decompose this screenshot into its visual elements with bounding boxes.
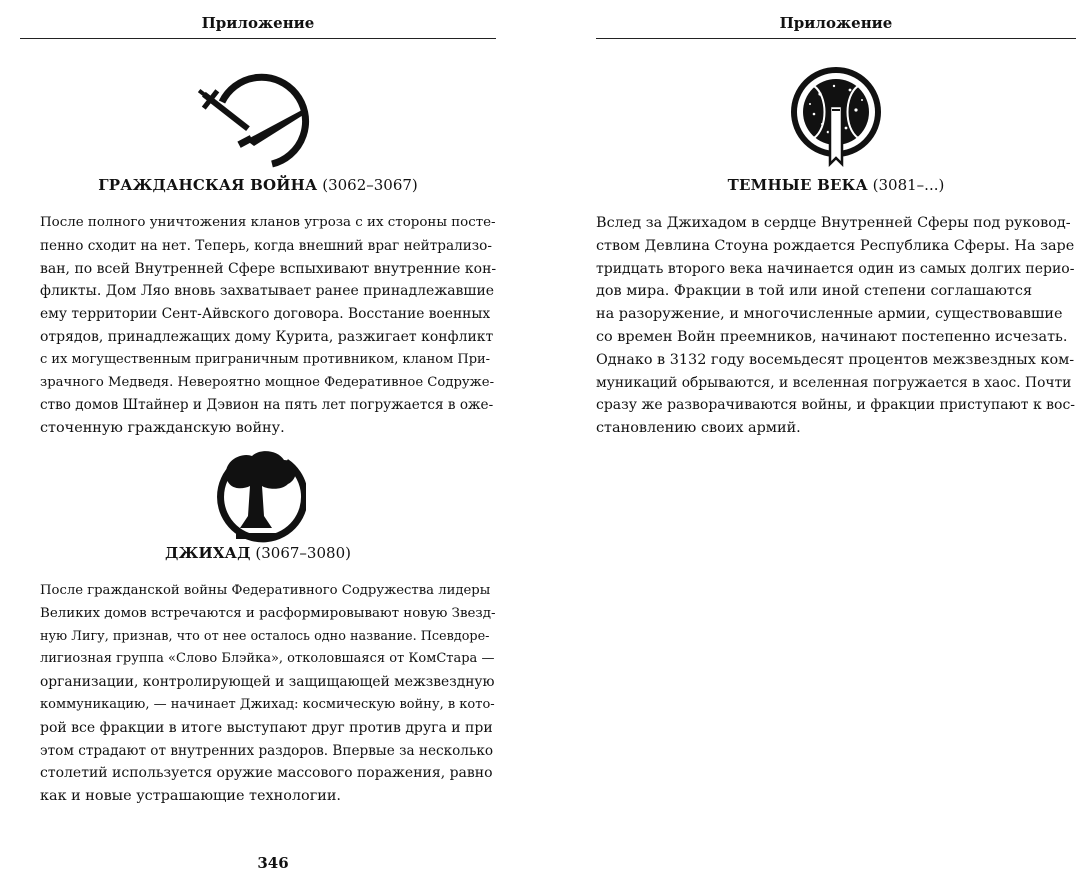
right-page	[546, 0, 1092, 891]
section-dates: (3067–3080)	[255, 544, 351, 562]
text-line: с их могущественным приграничным противником, кланом При-	[40, 351, 491, 367]
section-dates: (3081–...)	[872, 176, 945, 194]
civil-war-emblem-icon	[198, 72, 310, 168]
section-heading-jihad	[20, 544, 496, 562]
text-line: Однако в 3132 году восемьдесят процентов межзвездных ком-	[596, 351, 1075, 368]
section-dates: (3062–3067)	[322, 176, 418, 194]
jihad-paragraph	[40, 580, 496, 808]
section-title: ГРАЖДАНСКАЯ ВОЙНА	[98, 176, 318, 194]
text-line: Великих домов встречаются и расформировывают новую Звезд-	[40, 605, 496, 621]
text-line: муникаций обрываются, и вселенная погружается в хаос. Почти	[596, 374, 1072, 391]
text-line: организации, контролирующей и защищающей межзвездную	[40, 674, 495, 691]
section-title: ТЕМНЫЕ ВЕКА	[727, 176, 868, 194]
section-heading-civil-war	[20, 176, 496, 194]
text-line: ство домов Штайнер и Дэвион на пять лет погружается в оже-	[40, 397, 494, 414]
text-line: ему территории Сент-Айвского договора. Восстание военных	[40, 306, 491, 323]
text-line: После гражданской войны Федеративного Содружества лидеры	[40, 583, 491, 598]
text-line: этом страдают от внутренних раздоров. Впервые за несколько	[40, 742, 494, 759]
dark-age-paragraph	[596, 212, 1076, 440]
text-line: сточенную гражданскую войну.	[40, 420, 285, 437]
text-line: лигиозная группа «Слово Блэйка», отколовшаяся от КомСтара —	[40, 651, 495, 667]
header-rule	[596, 38, 1076, 39]
text-line: столетий используется оружие массового поражения, равно	[40, 765, 493, 782]
running-head: Приложение	[779, 14, 893, 32]
running-head: Приложение	[201, 14, 315, 32]
text-line: рой все фракции в итоге выступают друг против друга и при	[40, 719, 493, 736]
text-line: фликты. Дом Ляо вновь захватывает ранее принадлежавшие	[40, 283, 495, 300]
text-line: зрачного Медведя. Невероятно мощное Федеративное Содруже-	[40, 374, 495, 390]
text-line: со времен Войн преемников, начинают постепенно исчезать.	[596, 328, 1068, 345]
text-line: сразу же разворачиваются войны, и фракции приступают к вос-	[596, 397, 1076, 414]
text-line: ную Лигу, признав, что от нее осталось одно название. Псевдоре-	[40, 628, 490, 644]
text-line: тридцать второго века начинается один из самых долгих перио-	[596, 260, 1075, 277]
text-line: дов мира. Фракции в той или иной степени соглашаются	[596, 283, 1033, 300]
text-line: Вслед за Джихадом в сердце Внутренней Сферы под руковод-	[596, 215, 1071, 231]
civil-war-paragraph	[40, 212, 496, 440]
jihad-emblem-icon	[206, 446, 306, 546]
section-title: ДЖИХАД	[165, 544, 251, 562]
text-line: ван, по всей Внутренней Сфере вспыхивают внутренние кон-	[40, 260, 497, 277]
text-line: коммуникацию, — начинает Джихад: космическую войну, в кото-	[40, 696, 495, 712]
text-line: После полного уничтожения кланов угроза с их стороны посте-	[40, 215, 496, 230]
section-heading-dark-age	[596, 176, 1076, 194]
text-line: пенно сходит на нет. Теперь, когда внешний враг нейтрализо-	[40, 237, 492, 254]
header-rule	[20, 38, 496, 39]
text-line: ством Девлина Стоуна рождается Республика Сферы. На заре	[596, 237, 1075, 254]
text-line: отрядов, принадлежащих дому Курита, разжигает конфликт	[40, 328, 494, 345]
dark-age-emblem-icon	[784, 66, 888, 170]
text-line: на разоружение, и многочисленные армии, существовавшие	[596, 306, 1063, 323]
page-number: 346	[257, 854, 289, 872]
text-line: как и новые устрашающие технологии.	[40, 788, 341, 805]
text-line: становлению своих армий.	[596, 420, 801, 437]
